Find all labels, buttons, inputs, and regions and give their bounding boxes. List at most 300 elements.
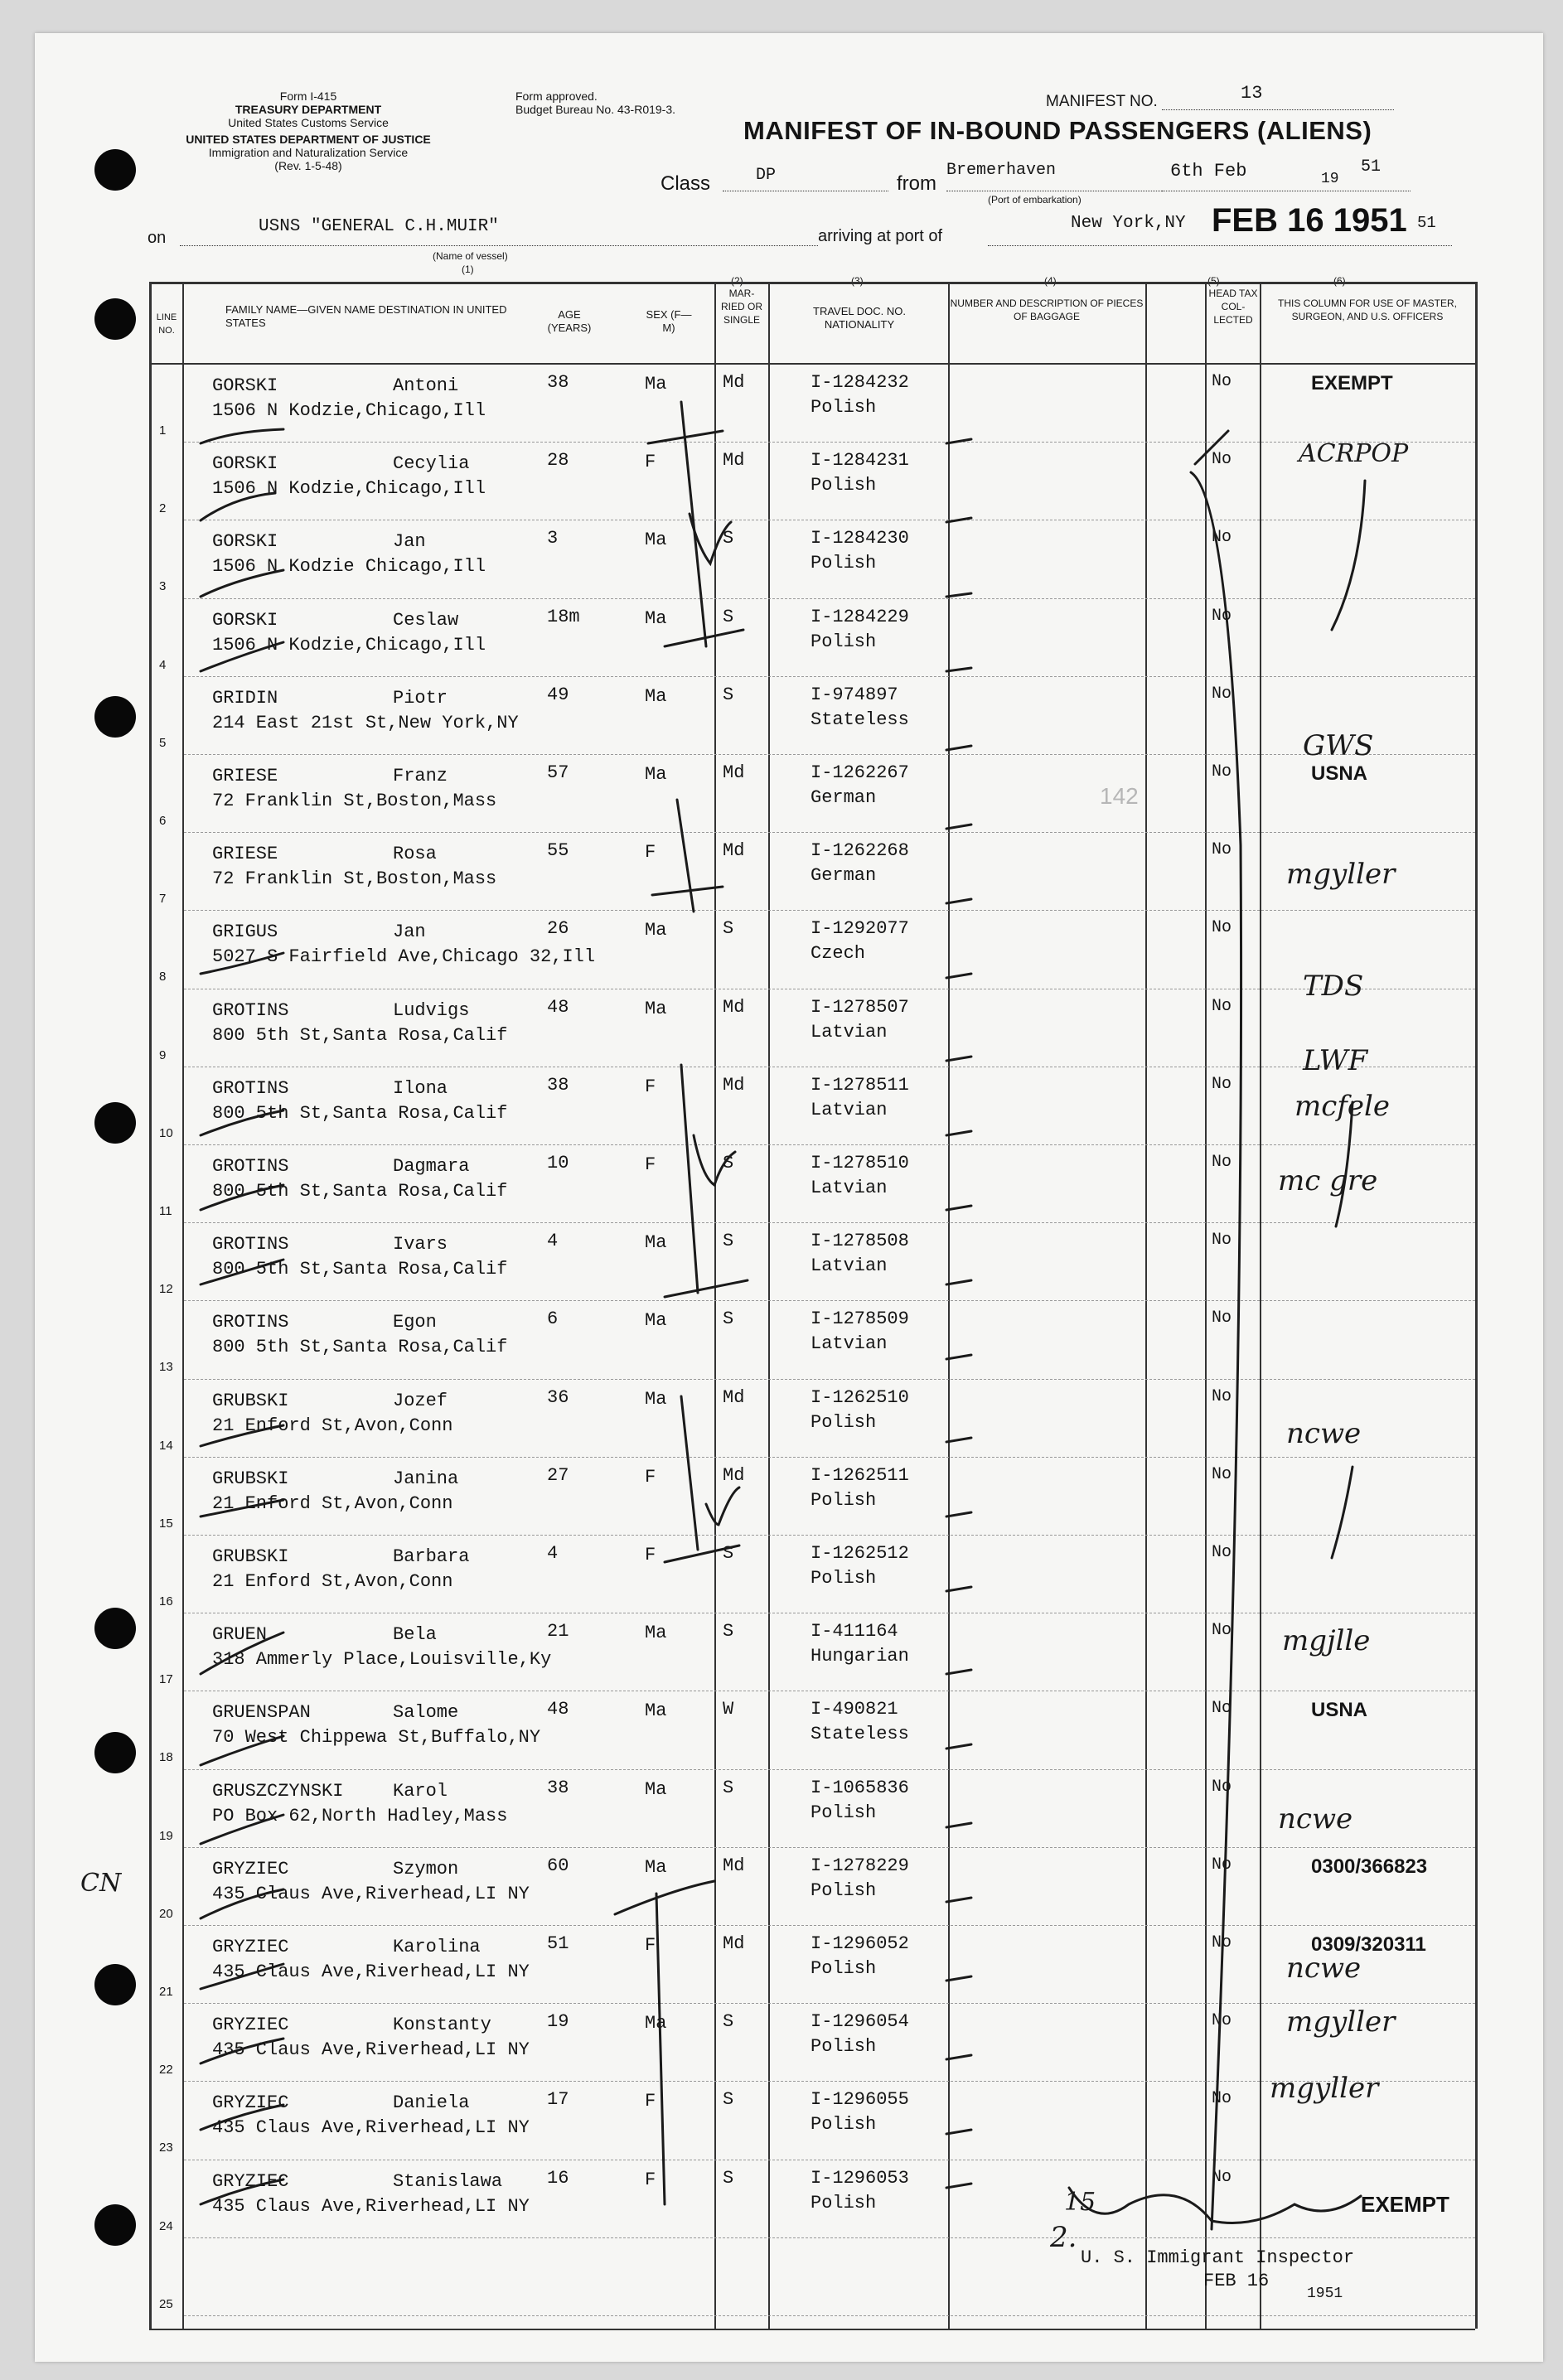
- sex: F: [645, 2091, 656, 2112]
- nationality: Polish: [811, 1879, 877, 1901]
- handwritten-note-row23: mgyller: [1270, 2072, 1379, 2105]
- head-tax-collected: No: [1212, 996, 1232, 1016]
- year-value: 51: [1361, 157, 1382, 177]
- nationality: Polish: [811, 397, 877, 418]
- age: 26: [547, 918, 569, 940]
- family-name: GRYZIEC: [212, 2170, 289, 2192]
- age: 27: [547, 1464, 569, 1486]
- travel-doc-no: I-1296053: [811, 2167, 909, 2189]
- head-tax-collected: No: [1212, 2089, 1232, 2109]
- line-number: 10: [159, 1125, 173, 1140]
- destination-address: 435 Claus Ave,Riverhead,LI NY: [212, 1962, 530, 1982]
- marital-status: S: [723, 2167, 734, 2189]
- sex: Ma: [645, 685, 667, 707]
- marital-status: S: [723, 1153, 734, 1173]
- age: 19: [547, 2011, 569, 2033]
- column-number-5: (5): [1207, 275, 1220, 287]
- column-number-4: (4): [1044, 275, 1057, 287]
- travel-doc-no: I-1296052: [811, 1933, 909, 1954]
- marital-status: Md: [723, 762, 745, 783]
- travel-doc-no: I-1296054: [811, 2011, 909, 2033]
- age: 4: [547, 1231, 559, 1252]
- family-name: GRYZIEC: [212, 2092, 289, 2114]
- sex: Ma: [645, 607, 667, 629]
- family-name: GROTINS: [212, 1312, 289, 1333]
- marital-status: Md: [723, 1855, 745, 1876]
- manifest-title: MANIFEST OF IN-BOUND PASSENGERS (ALIENS): [743, 116, 1372, 145]
- travel-doc-no: I-1065836: [811, 1777, 909, 1798]
- sex: F: [645, 1545, 656, 1565]
- nationality: Latvian: [811, 1255, 888, 1277]
- line-number: 12: [159, 1282, 173, 1297]
- handwritten-note-row14: ncwe: [1286, 1417, 1362, 1450]
- destination-address: 70 West Chippewa St,Buffalo,NY: [212, 1727, 541, 1749]
- arrival-port-value: New York,NY: [1071, 214, 1186, 233]
- family-name: GRUSZCZYNSKI: [212, 1780, 344, 1802]
- handwritten-note-row7: mgyller: [1286, 858, 1396, 891]
- manifest-no-value: 13: [1241, 83, 1263, 104]
- given-name: Karolina: [393, 1937, 481, 1957]
- travel-doc-no: I-1284230: [811, 528, 909, 549]
- line-number: 11: [159, 1204, 172, 1218]
- given-name: Jozef: [393, 1390, 448, 1411]
- marital-status: Md: [723, 372, 745, 393]
- destination-address: 1506 N Kodzie,Chicago,Ill: [212, 634, 486, 655]
- port-caption: (Port of embarkation): [988, 194, 1082, 206]
- age: 38: [547, 1074, 569, 1096]
- head-tax-collected: No: [1212, 1309, 1232, 1328]
- travel-doc-no: I-1284231: [811, 450, 909, 472]
- nationality: Polish: [811, 1568, 877, 1589]
- date-value: 6th Feb: [1170, 161, 1247, 181]
- travel-doc-no: I-974897: [811, 684, 898, 705]
- approval-line-1: Form approved.: [515, 89, 598, 103]
- line-number: 8: [159, 970, 167, 984]
- head-tax-collected: No: [1212, 528, 1232, 548]
- handwritten-note-row11: mc gre: [1278, 1164, 1378, 1197]
- travel-doc-no: I-1278229: [811, 1855, 909, 1876]
- line-number: 20: [159, 1906, 173, 1921]
- family-name: GORSKI: [212, 609, 278, 631]
- line-number: 3: [159, 579, 167, 594]
- head-tax-collected: No: [1212, 1699, 1232, 1719]
- sex: Ma: [645, 1310, 667, 1332]
- given-name: Szymon: [393, 1858, 459, 1879]
- header-head-tax: HEAD TAX COL- LECTED: [1208, 288, 1258, 326]
- form-number: Form I-415: [279, 89, 337, 103]
- travel-doc-no: I-1284232: [811, 372, 909, 393]
- given-name: Jan: [393, 922, 426, 943]
- travel-doc-no: I-1296055: [811, 2089, 909, 2111]
- family-name: GORSKI: [212, 453, 278, 475]
- header-married: MAR- RIED OR SINGLE: [720, 288, 762, 326]
- footer-stamp-date: FEB 16: [1203, 2271, 1270, 2291]
- vessel-value: USNS "GENERAL C.H.MUIR": [259, 217, 499, 236]
- family-name: GRUBSKI: [212, 1546, 289, 1567]
- marital-status: Md: [723, 450, 745, 472]
- family-name: GRUENSPAN: [212, 1702, 311, 1724]
- given-name: Rosa: [393, 844, 437, 865]
- sex: Ma: [645, 530, 667, 551]
- marital-status: S: [723, 606, 734, 627]
- inspector-label: U. S. Immigrant Inspector: [1081, 2247, 1355, 2268]
- arrival-date-stamp: FEB 16 1951: [1212, 202, 1407, 239]
- travel-doc-no: I-1292077: [811, 918, 909, 940]
- destination-address: 72 Franklin St,Boston,Mass: [212, 791, 497, 811]
- sex: Ma: [645, 920, 667, 941]
- travel-doc-no: I-1262511: [811, 1464, 909, 1486]
- nationality: Polish: [811, 1958, 877, 1979]
- given-name: Egon: [393, 1312, 437, 1333]
- marital-status: S: [723, 2089, 734, 2111]
- family-name: GROTINS: [212, 1234, 289, 1255]
- nationality: Czech: [811, 943, 866, 965]
- manifest-no-label: MANIFEST NO.: [1046, 93, 1158, 110]
- given-name: Karol: [393, 1780, 448, 1802]
- line-number: 7: [159, 892, 167, 907]
- line-number: 5: [159, 735, 167, 750]
- nationality: Polish: [811, 1802, 877, 1823]
- signature-initial: 2.: [1050, 2221, 1077, 2254]
- handwritten-note-row5: GWS: [1303, 729, 1374, 762]
- line-number: 6: [159, 814, 167, 828]
- ins-service: Immigration and Naturalization Service: [208, 146, 409, 159]
- officer-note: USNA: [1311, 762, 1368, 785]
- line-number: 16: [159, 1594, 173, 1608]
- class-value: DP: [756, 166, 777, 185]
- pen-marks: [35, 33, 1543, 2362]
- sex: F: [645, 1076, 656, 1097]
- destination-address: 1506 N Kodzie,Chicago,Ill: [212, 478, 486, 500]
- family-name: GRIESE: [212, 766, 278, 786]
- signature-count: 15: [1064, 2188, 1096, 2217]
- header-officer-use: THIS COLUMN FOR USE OF MASTER, SURGEON, AND U.S. OFFICERS: [1277, 298, 1457, 322]
- given-name: Stanislawa: [393, 2170, 503, 2192]
- treasury-department: TREASURY DEPARTMENT: [235, 103, 382, 116]
- marital-status: Md: [723, 840, 745, 862]
- family-name: GRIDIN: [212, 687, 278, 709]
- handwritten-note-row1: ACRPOP: [1299, 439, 1409, 468]
- handwritten-note-row22: mgyller: [1286, 2005, 1396, 2039]
- age: 38: [547, 372, 569, 393]
- age: 36: [547, 1386, 569, 1408]
- footer-stamp-year: 1951: [1307, 2286, 1343, 2302]
- given-name: Ilona: [393, 1077, 448, 1099]
- marital-status: S: [723, 1777, 734, 1798]
- head-tax-collected: No: [1212, 1153, 1232, 1172]
- nationality: Polish: [811, 475, 877, 496]
- travel-doc-no: I-490821: [811, 1699, 898, 1720]
- travel-doc-no: I-1278509: [811, 1309, 909, 1330]
- vessel-caption: (Name of vessel): [433, 250, 508, 262]
- sex: Ma: [645, 764, 667, 785]
- age: 48: [547, 1699, 569, 1720]
- marital-status: S: [723, 1309, 734, 1330]
- line-number: 4: [159, 657, 167, 672]
- arriving-label: arriving at port of: [818, 227, 943, 245]
- nationality: Stateless: [811, 709, 909, 730]
- head-tax-collected: No: [1212, 1386, 1232, 1406]
- header-age: AGE (YEARS): [547, 308, 592, 334]
- marital-status: Md: [723, 1933, 745, 1954]
- destination-address: 21 Enford St,Avon,Conn: [212, 1571, 453, 1592]
- travel-doc-no: I-1278508: [811, 1231, 909, 1252]
- age: 49: [547, 684, 569, 705]
- marital-status: Md: [723, 1386, 745, 1408]
- sex: Ma: [645, 1388, 667, 1410]
- sex: Ma: [645, 998, 667, 1019]
- travel-doc-no: I-1278510: [811, 1153, 909, 1173]
- nationality: Latvian: [811, 1178, 888, 1198]
- given-name: Konstanty: [393, 2015, 491, 2036]
- travel-doc-no: I-1278507: [811, 996, 909, 1018]
- family-name: GORSKI: [212, 375, 278, 396]
- justice-department: UNITED STATES DEPARTMENT OF JUSTICE: [186, 133, 431, 146]
- sex: Ma: [645, 1856, 667, 1878]
- header-name-destination: FAMILY NAME—GIVEN NAME DESTINATION IN UNITED STATES: [225, 303, 507, 329]
- family-name: GRIESE: [212, 844, 278, 865]
- family-name: GRUBSKI: [212, 1390, 289, 1411]
- revision: (Rev. 1-5-48): [274, 159, 342, 172]
- age: 17: [547, 2089, 569, 2111]
- marital-status: S: [723, 684, 734, 705]
- head-tax-collected: No: [1212, 1231, 1232, 1250]
- nationality: Polish: [811, 1411, 877, 1433]
- handwritten-note-row10: mcfele: [1294, 1090, 1390, 1123]
- faint-stamp-number: 142: [1100, 783, 1139, 809]
- destination-address: 1506 N Kodzie Chicago,Ill: [212, 556, 486, 578]
- nationality: Latvian: [811, 1021, 888, 1042]
- destination-address: 1506 N Kodzie,Chicago,Ill: [212, 400, 486, 421]
- head-tax-collected: No: [1212, 1855, 1232, 1874]
- family-name: GRYZIEC: [212, 1937, 289, 1957]
- marital-status: S: [723, 1231, 734, 1252]
- nationality: Stateless: [811, 1724, 909, 1745]
- nationality: German: [811, 787, 877, 808]
- given-name: Ceslaw: [393, 609, 459, 631]
- head-tax-collected: No: [1212, 762, 1232, 781]
- from-value: Bremerhaven: [946, 161, 1057, 180]
- destination-address: 800 5th St,Santa Rosa,Calif: [212, 1259, 508, 1280]
- given-name: Jan: [393, 531, 426, 553]
- marital-status: S: [723, 2011, 734, 2033]
- nationality: German: [811, 865, 877, 887]
- sex: Ma: [645, 1232, 667, 1254]
- age: 21: [547, 1621, 569, 1642]
- age: 57: [547, 762, 569, 783]
- destination-address: 800 5th St,Santa Rosa,Calif: [212, 1102, 508, 1124]
- nationality: Latvian: [811, 1333, 888, 1355]
- head-tax-collected: No: [1212, 1933, 1232, 1952]
- family-name: GRIGUS: [212, 922, 278, 943]
- head-tax-collected: No: [1212, 450, 1232, 470]
- sex: F: [645, 452, 656, 473]
- age: 48: [547, 996, 569, 1018]
- destination-address: 72 Franklin St,Boston,Mass: [212, 868, 497, 890]
- family-name: GORSKI: [212, 531, 278, 553]
- sex: Ma: [645, 1778, 667, 1800]
- line-number: 17: [159, 1672, 173, 1687]
- marital-status: Md: [723, 996, 745, 1018]
- travel-doc-no: I-1262510: [811, 1386, 909, 1408]
- destination-address: 435 Claus Ave,Riverhead,LI NY: [212, 1883, 530, 1904]
- head-tax-collected: No: [1212, 1543, 1232, 1562]
- age: 18m: [547, 606, 580, 627]
- sex: Ma: [645, 2013, 667, 2034]
- head-tax-collected: No: [1212, 372, 1232, 391]
- arrival-stamp-suffix: 51: [1417, 214, 1436, 232]
- line-number: 23: [159, 2141, 173, 2155]
- given-name: Dagmara: [393, 1156, 470, 1177]
- officer-note: USNA: [1311, 1699, 1368, 1722]
- officer-note: 0300/366823: [1311, 1855, 1428, 1878]
- line-number: 13: [159, 1360, 173, 1375]
- travel-doc-no: I-411164: [811, 1621, 898, 1642]
- customs-service: United States Customs Service: [228, 116, 389, 129]
- column-number-6: (6): [1333, 275, 1346, 287]
- handwritten-note-row8: TDS: [1303, 970, 1364, 1003]
- given-name: Ivars: [393, 1234, 448, 1255]
- handwritten-note-row19: ncwe: [1278, 1802, 1353, 1836]
- marital-status: S: [723, 528, 734, 549]
- family-name: GRUBSKI: [212, 1468, 289, 1489]
- age: 28: [547, 450, 569, 472]
- line-number: 1: [159, 423, 167, 438]
- destination-address: 5027 S Fairfield Ave,Chicago 32,Ill: [212, 946, 596, 968]
- given-name: Janina: [393, 1468, 459, 1489]
- nationality: Polish: [811, 2192, 877, 2213]
- destination-address: 214 East 21st St,New York,NY: [212, 712, 519, 733]
- destination-address: 800 5th St,Santa Rosa,Calif: [212, 1181, 508, 1202]
- age: 55: [547, 840, 569, 862]
- sex: F: [645, 1466, 656, 1488]
- age: 60: [547, 1855, 569, 1876]
- travel-doc-no: I-1262512: [811, 1543, 909, 1564]
- given-name: Daniela: [393, 2092, 470, 2114]
- destination-address: 800 5th St,Santa Rosa,Calif: [212, 1024, 508, 1046]
- family-name: GROTINS: [212, 1077, 289, 1099]
- age: 6: [547, 1309, 559, 1330]
- manifest-page: [35, 33, 1543, 2362]
- given-name: Bela: [393, 1624, 437, 1646]
- header-line-no: LINE NO.: [156, 312, 177, 336]
- head-tax-collected: No: [1212, 1464, 1232, 1484]
- line-number: 24: [159, 2218, 173, 2233]
- sex: F: [645, 1935, 656, 1956]
- nationality: Latvian: [811, 1099, 888, 1120]
- head-tax-collected: No: [1212, 2167, 1232, 2187]
- head-tax-collected: No: [1212, 918, 1232, 938]
- line-number: 19: [159, 1828, 173, 1843]
- nationality: Polish: [811, 631, 877, 652]
- marital-status: S: [723, 1621, 734, 1642]
- marital-status: Md: [723, 1464, 745, 1486]
- line-number: 22: [159, 2063, 173, 2078]
- column-number-1: (1): [462, 264, 474, 275]
- marital-status: Md: [723, 1074, 745, 1096]
- handwritten-note-row9: LWF: [1303, 1044, 1368, 1077]
- header-baggage: NUMBER AND DESCRIPTION OF PIECES OF BAGGAGE: [950, 298, 1144, 322]
- line-number: 18: [159, 1750, 173, 1765]
- sex: Ma: [645, 374, 667, 394]
- year-prefix: 19: [1321, 171, 1339, 187]
- line-number: 2: [159, 501, 167, 516]
- marital-status: W: [723, 1699, 734, 1720]
- family-name: GRYZIEC: [212, 2015, 289, 2036]
- destination-address: 435 Claus Ave,Riverhead,LI NY: [212, 2039, 530, 2061]
- line-number: 9: [159, 1047, 167, 1062]
- travel-doc-no: I-1262267: [811, 762, 909, 783]
- on-label: on: [148, 229, 167, 247]
- head-tax-collected: No: [1212, 1074, 1232, 1094]
- family-name: GROTINS: [212, 999, 289, 1021]
- travel-doc-no: I-1278511: [811, 1074, 909, 1096]
- destination-address: 435 Claus Ave,Riverhead,LI NY: [212, 2117, 530, 2139]
- age: 10: [547, 1153, 569, 1173]
- marital-status: S: [723, 1543, 734, 1564]
- head-tax-collected: No: [1212, 606, 1232, 626]
- margin-note-cn: CN: [80, 1869, 122, 1898]
- destination-address: 21 Enford St,Avon,Conn: [212, 1492, 453, 1514]
- header-sex: SEX (F—M): [646, 308, 692, 334]
- handwritten-note-row21: ncwe: [1286, 1952, 1362, 1985]
- line-number: 15: [159, 1516, 173, 1531]
- head-tax-collected: No: [1212, 1621, 1232, 1641]
- destination-address: 435 Claus Ave,Riverhead,LI NY: [212, 2195, 530, 2217]
- head-tax-collected: No: [1212, 2011, 1232, 2031]
- officer-note: 0309/320311: [1311, 1933, 1426, 1956]
- family-name: GRUEN: [212, 1624, 268, 1646]
- sex: Ma: [645, 1623, 667, 1644]
- head-tax-collected: No: [1212, 1777, 1232, 1797]
- handwritten-note-row17: mgjlle: [1282, 1624, 1371, 1657]
- given-name: Ludvigs: [393, 999, 470, 1021]
- officer-note: EXEMPT: [1311, 372, 1393, 394]
- family-name: GROTINS: [212, 1156, 289, 1177]
- age: 38: [547, 1777, 569, 1798]
- marital-status: S: [723, 918, 734, 940]
- from-label: from: [897, 172, 936, 195]
- given-name: Salome: [393, 1702, 459, 1724]
- age: 16: [547, 2167, 569, 2189]
- line-number: 25: [159, 2296, 173, 2311]
- nationality: Polish: [811, 2036, 877, 2058]
- travel-doc-no: I-1262268: [811, 840, 909, 862]
- approval-line-2: Budget Bureau No. 43-R019-3.: [515, 103, 676, 116]
- nationality: Polish: [811, 1489, 877, 1511]
- header-travel-doc: TRAVEL DOC. NO. NATIONALITY: [813, 305, 906, 331]
- column-number-3: (3): [851, 275, 864, 287]
- exempt-stamp-footer: EXEMPT: [1361, 2192, 1449, 2217]
- nationality: Hungarian: [811, 1646, 909, 1667]
- column-number-2: (2): [731, 275, 743, 287]
- given-name: Cecylia: [393, 453, 470, 475]
- age: 3: [547, 528, 559, 549]
- destination-address: 800 5th St,Santa Rosa,Calif: [212, 1337, 508, 1358]
- head-tax-collected: No: [1212, 684, 1232, 704]
- family-name: GRYZIEC: [212, 1858, 289, 1879]
- sex: Ma: [645, 1700, 667, 1722]
- nationality: Polish: [811, 2114, 877, 2136]
- given-name: Franz: [393, 766, 448, 786]
- sex: F: [645, 2169, 656, 2190]
- nationality: Polish: [811, 553, 877, 574]
- class-label: Class: [661, 172, 711, 195]
- age: 51: [547, 1933, 569, 1954]
- destination-address: PO Box 62,North Hadley,Mass: [212, 1805, 508, 1826]
- age: 4: [547, 1543, 559, 1564]
- sex: F: [645, 842, 656, 863]
